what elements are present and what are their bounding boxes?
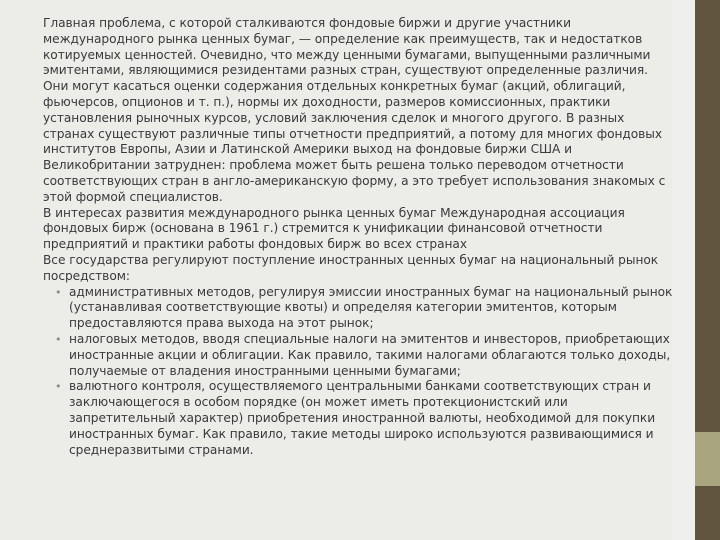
bullet-item-tax xyxy=(43,332,675,379)
bullet-dot-icon: • xyxy=(55,380,62,394)
bullet-text: административных методов, регулируя эмиссии иностранных бумаг на национальный рынок (устанавливая соответствующие квоты) и определяя категории эмитентов, которым предоставляются права выхода на этот рынок; xyxy=(69,284,673,331)
bullet-text: валютного контроля, осуществляемого центральными банками соответствующих стран и заключающегося в особом порядке (он может иметь протекционистский или запретительный характер) приобретения иностранной валюты, необходимой для покупки иностранных бумаг. Как правило, такие методы широко используются развивающимися и среднеразвитыми странами. xyxy=(69,379,656,457)
paragraph-association: В интересах развития международного рынка ценных бумаг Международная ассоциация фондовых бирж (основана в 1961 г.) стремится к унификации финансовой отчетности предприятий и практики работы фондовых бирж во всех странах xyxy=(43,205,625,252)
slide-body xyxy=(43,16,675,458)
bullet-item-currency xyxy=(43,379,675,458)
accent-bar-top xyxy=(695,0,720,432)
bullet-text: налоговых методов, вводя специальные налоги на эмитентов и инвесторов, приобретающих иностранные акции и облигации. Как правило, такими налогами облагаются только доходы, получаемые от владения иностранными ценными бумагами; xyxy=(69,331,671,378)
accent-bar-middle xyxy=(695,432,720,486)
paragraph-main-problem: Главная проблема, с которой сталкиваются фондовые биржи и другие участники международного рынка ценных бумаг, — определение как преимуществ, так и недостатков котируемых ценностей. Очевидно, что между ценными бумагами, выпущенными различными эмитентами, являющимися резидентами разных стран, существуют определенные различия. Они могут касаться оценки содержания отдельных конкретных бумаг (акций, облигаций, фьючерсов, опционов и т. п.), нормы их доходности, размеров комиссионных, практики установления рыночных курсов, условий заключения сделок и многого другого. В разных странах существуют различные типы отчетности предприятий, а потому для многих фондовых институтов Европы, Азии и Латинской Америки выход на фондовые биржи США и Великобритании затруднен: проблема может быть решена только переводом отчетности соответствующих стран в англо-американскую форму, а это требует использования знакомых с этой формой специалистов. xyxy=(43,16,666,204)
bullet-item-administrative xyxy=(43,285,675,332)
bullet-dot-icon: • xyxy=(55,332,62,346)
bullet-dot-icon: • xyxy=(55,285,62,299)
paragraph-regulation: Все государства регулируют поступление иностранных ценных бумаг на национальный рынок посредством: xyxy=(43,252,659,283)
bullet-list xyxy=(43,285,675,459)
accent-bar-bottom xyxy=(695,486,720,540)
